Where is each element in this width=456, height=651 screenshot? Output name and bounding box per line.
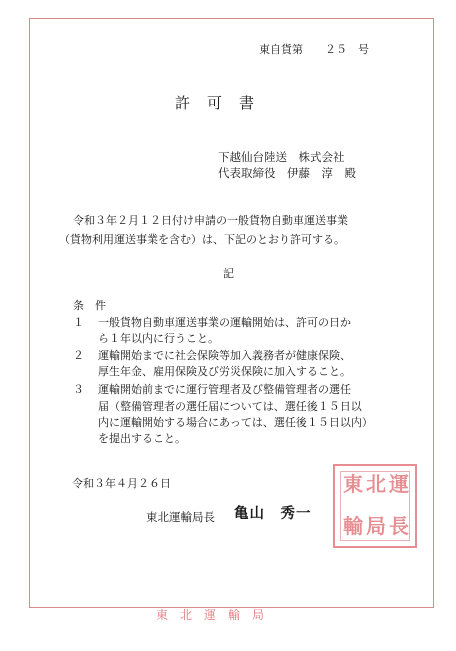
seal-glyph: 東	[343, 472, 363, 496]
seal-glyph: 北	[366, 472, 386, 496]
condition-line: を提出すること。	[98, 432, 186, 445]
issuer-title: 東北運輸局長	[146, 510, 215, 524]
condition-number: ３	[73, 383, 84, 396]
official-seal-stamp	[333, 464, 417, 548]
condition-number: １	[73, 316, 84, 329]
condition-line: ら１年以内に行うこと。	[98, 332, 219, 345]
body-line-2: （貨物利用運送事業を含む）は、下記のとおり許可する。	[59, 233, 345, 246]
document-title: 許 可 書	[175, 94, 256, 112]
condition-number: ２	[73, 349, 84, 362]
seal-glyph: 運	[389, 472, 409, 496]
condition-line: 内に運輸開始する場合にあっては、選任後１５日以内）	[98, 416, 373, 429]
ki-heading: 記	[223, 267, 234, 280]
condition-line: 一般貨物自動車運送事業の運輸開始は、許可の日か	[98, 316, 351, 329]
addressee-company: 下越仙台陸送 株式会社	[218, 150, 345, 164]
condition-line: 運輸開始前までに運行管理者及び整備管理者の選任	[98, 383, 351, 396]
issuer-name: 亀山 秀一	[234, 505, 312, 522]
issuing-bureau-footer: 東 北 運 輸 局	[156, 608, 265, 622]
seal-glyph: 輸	[343, 514, 363, 538]
seal-glyph: 長	[389, 514, 409, 538]
body-line-1: 令和３年２月１２日付け申請の一般貨物自動車運送事業	[73, 214, 348, 227]
addressee-representative: 代表取締役 伊藤 淳 殿	[218, 166, 356, 180]
document-number: 東自貨第 ２５ 号	[259, 43, 369, 56]
condition-line: 厚生年金、雇用保険及び労災保険に加入すること。	[98, 365, 351, 378]
seal-glyph: 局	[366, 514, 386, 538]
issue-date: 令和３年４月２６日	[72, 477, 171, 490]
condition-line: 運輸開始までに社会保険等加入義務者が健康保険、	[98, 349, 351, 362]
condition-line: 届（整備管理者の選任届については、選任後１５日以	[98, 400, 362, 413]
conditions-heading: 条 件	[73, 299, 106, 312]
